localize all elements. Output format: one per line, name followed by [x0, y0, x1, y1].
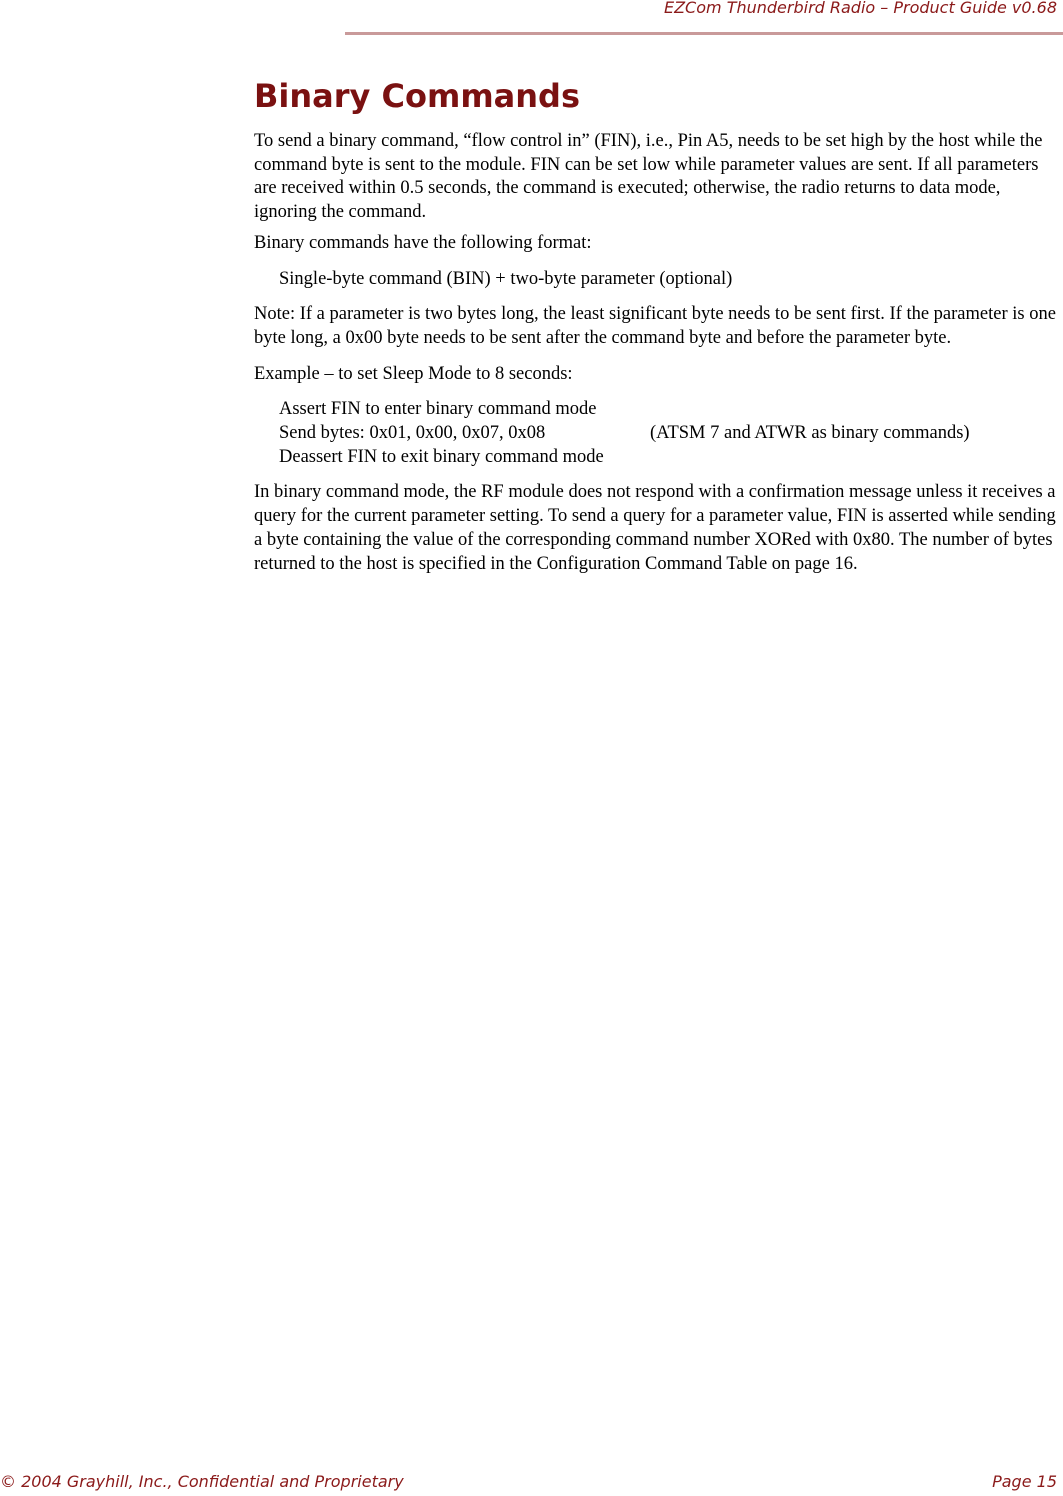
example-steps: [254, 398, 1058, 469]
section-heading: Binary Commands: [254, 77, 580, 115]
example-step-comment: (ATSM 7 and ATWR as binary commands): [650, 423, 970, 444]
example-step: [254, 422, 1058, 446]
format-line: Single-byte command (BIN) + two-byte parameter (optional): [279, 268, 733, 289]
example-step-text: Assert FIN to enter binary command mode: [279, 399, 597, 420]
header-divider: [345, 32, 1063, 35]
example-step: [254, 446, 1058, 470]
intro-paragraph: To send a binary command, “flow control in” (FIN), i.e., Pin A5, needs to be set high by the host while the command byte is sent to the module. FIN can be set low while parameter values are sent. If all parameters are received within 0.5 seconds, the command is executed; otherwise, the radio returns to data mode, ignoring the command.: [254, 131, 1043, 223]
note-paragraph: Note: If a parameter is two bytes long, the least significant byte needs to be sent first. If the parameter is one byte long, a 0x00 byte needs to be sent after the command byte and before the parameter byte.: [254, 304, 1056, 348]
running-header-title: EZCom Thunderbird Radio – Product Guide v0.68: [663, 0, 1057, 17]
footer-page-number: Page 15: [992, 1472, 1057, 1491]
example-step: [254, 398, 1058, 422]
format-intro: Binary commands have the following format:: [254, 232, 592, 253]
body-content: [254, 130, 1058, 576]
example-step-text: Deassert FIN to exit binary command mode: [279, 446, 604, 467]
example-step-text: Send bytes: 0x01, 0x00, 0x07, 0x08: [279, 423, 546, 444]
example-intro: Example – to set Sleep Mode to 8 seconds:: [254, 363, 573, 384]
footer-copyright: © 2004 Grayhill, Inc., Confidential and Proprietary: [0, 1472, 404, 1491]
query-paragraph: In binary command mode, the RF module does not respond with a confirmation message unless it receives a query for the current parameter setting. To send a query for a parameter value, FIN is asserted while sending a byte containing the value of the corresponding command number XORed with 0x80. The number of bytes returned to the host is specified in the Configuration Command Table on page 16.: [254, 482, 1056, 574]
